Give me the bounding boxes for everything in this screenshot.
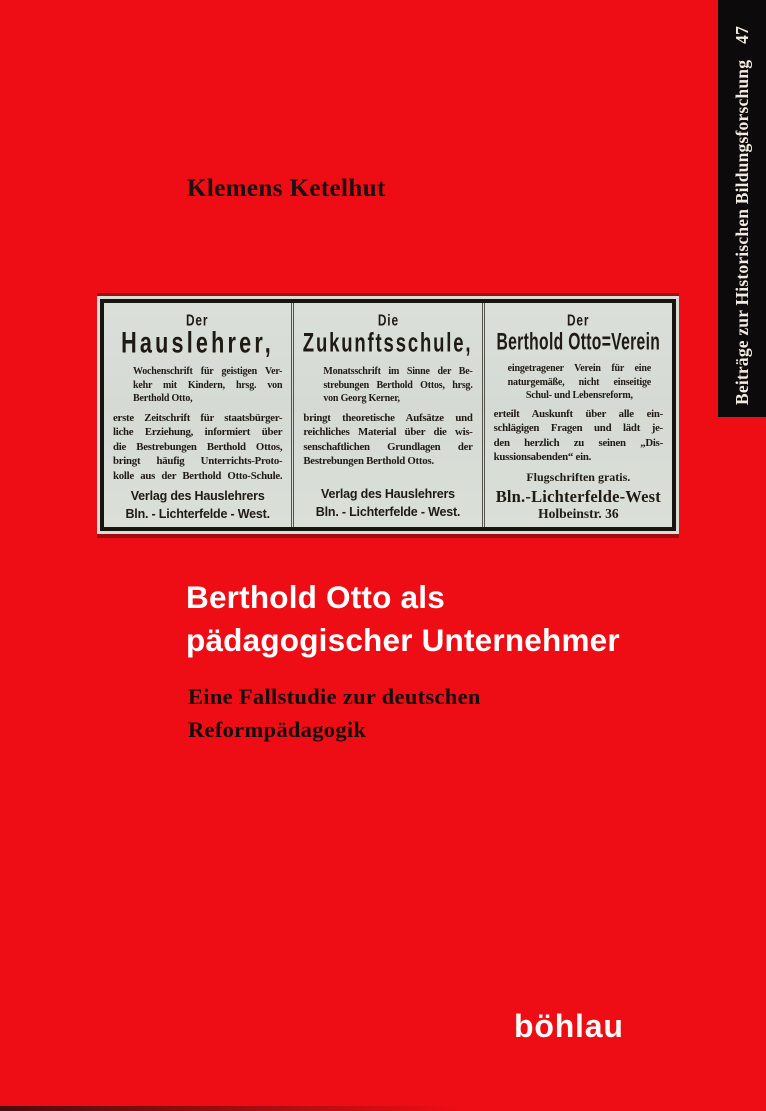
ad-text-line: strebungen Berthold Ottos, hrsg. bbox=[323, 379, 473, 391]
ad-text-line: Verlag des Hauslehrers bbox=[321, 487, 455, 501]
ad-body-paragraph bbox=[494, 407, 663, 465]
ad-column-berthold-otto-verein bbox=[482, 303, 672, 527]
book-subtitle bbox=[188, 681, 481, 746]
book-title-line: Berthold Otto als bbox=[186, 579, 445, 615]
book-subtitle-line: Reformpädagogik bbox=[188, 716, 367, 742]
ad-kicker-row bbox=[113, 312, 282, 328]
ad-text-line: Bestrebungen Berthold Ottos. bbox=[303, 455, 434, 468]
ad-text-line: die Bestrebungen Berthold Ottos, bbox=[113, 440, 283, 453]
series-title-vertical bbox=[718, 0, 766, 417]
ad-headline: Hauslehrer, bbox=[121, 326, 275, 359]
ad-text-line: Monatsschrift im Sinne der Be- bbox=[323, 366, 473, 377]
ad-publisher-footer bbox=[303, 486, 472, 521]
series-title-text: Beiträge zur Historischen Bildungsforschung bbox=[731, 59, 752, 405]
ad-column-hauslehrer bbox=[104, 303, 291, 527]
book-title bbox=[186, 576, 620, 661]
ad-kicker: Der bbox=[567, 311, 590, 329]
series-volume-number: 47 bbox=[731, 25, 752, 44]
publisher-logo: böhlau bbox=[514, 1008, 624, 1044]
ad-kicker-row bbox=[494, 312, 663, 328]
ad-text-line: eingetragener Verein für eine bbox=[507, 363, 651, 374]
ad-text-line: Bln. - Lichterfelde - West. bbox=[125, 506, 270, 521]
ad-lead-paragraph bbox=[508, 362, 651, 403]
ad-text-line: liche Erziehung, informiert über bbox=[113, 426, 283, 439]
ad-text-line: Wochenschrift für geistigen Ver- bbox=[133, 366, 283, 377]
ad-text-line: bringt häufig Unterrichts-Proto- bbox=[113, 455, 283, 468]
ad-text-line: Verlag des Hauslehrers bbox=[130, 489, 265, 504]
ad-kicker: Die bbox=[377, 311, 399, 329]
ad-text-line: reichliches Material über die wis- bbox=[303, 426, 473, 439]
ad-headline: Zukunftsschule, bbox=[303, 327, 473, 358]
ad-publisher-footer bbox=[113, 488, 282, 523]
ad-text-line: erste Zeitschrift für staatsbürger- bbox=[113, 411, 283, 424]
ad-text-line: kussionsabenden“ ein. bbox=[493, 451, 592, 464]
scan-edge-shadow bbox=[0, 1106, 460, 1111]
ad-text-line: naturgemäße, nicht einseitige bbox=[507, 376, 651, 388]
ad-lead-paragraph bbox=[323, 365, 472, 406]
ad-kicker-row bbox=[303, 312, 472, 328]
ad-column-zukunftsschule bbox=[291, 303, 481, 527]
ad-text-line: von Georg Kerner, bbox=[323, 393, 400, 404]
ad-headline-row bbox=[303, 328, 472, 358]
ad-body-paragraph bbox=[113, 411, 282, 484]
ad-text-line: schlägigen Fragen und lädt je- bbox=[493, 422, 663, 435]
ad-text-line: kolle aus der Berthold Otto-Schule. bbox=[113, 469, 283, 482]
ad-text-line: Bln.-Lichterfelde-West bbox=[495, 486, 661, 506]
ad-text-line: den herzlich zu seinen „Dis- bbox=[493, 436, 663, 449]
ad-text-line: senschaftlichen Grundlagen der bbox=[303, 440, 473, 453]
series-spine-band bbox=[718, 0, 766, 417]
book-title-line: pädagogischer Unternehmer bbox=[186, 621, 620, 658]
advertisement-frame bbox=[100, 299, 676, 531]
ad-lead-paragraph bbox=[133, 365, 282, 406]
ad-text-line: erteilt Auskunft über alle ein- bbox=[493, 407, 663, 420]
ad-headline-row bbox=[494, 328, 663, 355]
author-name: Klemens Ketelhut bbox=[187, 175, 386, 202]
ad-text-line: kehr mit Kindern, hrsg. von bbox=[133, 379, 283, 391]
newspaper-advertisement-clipping bbox=[97, 296, 679, 534]
ad-text-line: bringt theoretische Aufsätze und bbox=[303, 411, 473, 424]
ad-headline-row bbox=[113, 328, 282, 358]
ad-headline: Berthold Otto=Verein bbox=[496, 327, 661, 355]
ad-kicker: Der bbox=[186, 311, 209, 329]
ad-text-line: Berthold Otto, bbox=[133, 393, 193, 404]
ad-text-line: Bln. - Lichterfelde - West. bbox=[315, 504, 461, 519]
ad-text-line: Holbeinstr. 36 bbox=[538, 505, 619, 521]
book-subtitle-line: Eine Fallstudie zur deutschen bbox=[188, 684, 481, 709]
ad-address-footer bbox=[494, 487, 663, 522]
ad-body-paragraph bbox=[303, 411, 472, 469]
ad-note: Flugschriften gratis. bbox=[526, 469, 631, 484]
ad-text-line: Schul- und Lebensreform, bbox=[525, 390, 633, 401]
